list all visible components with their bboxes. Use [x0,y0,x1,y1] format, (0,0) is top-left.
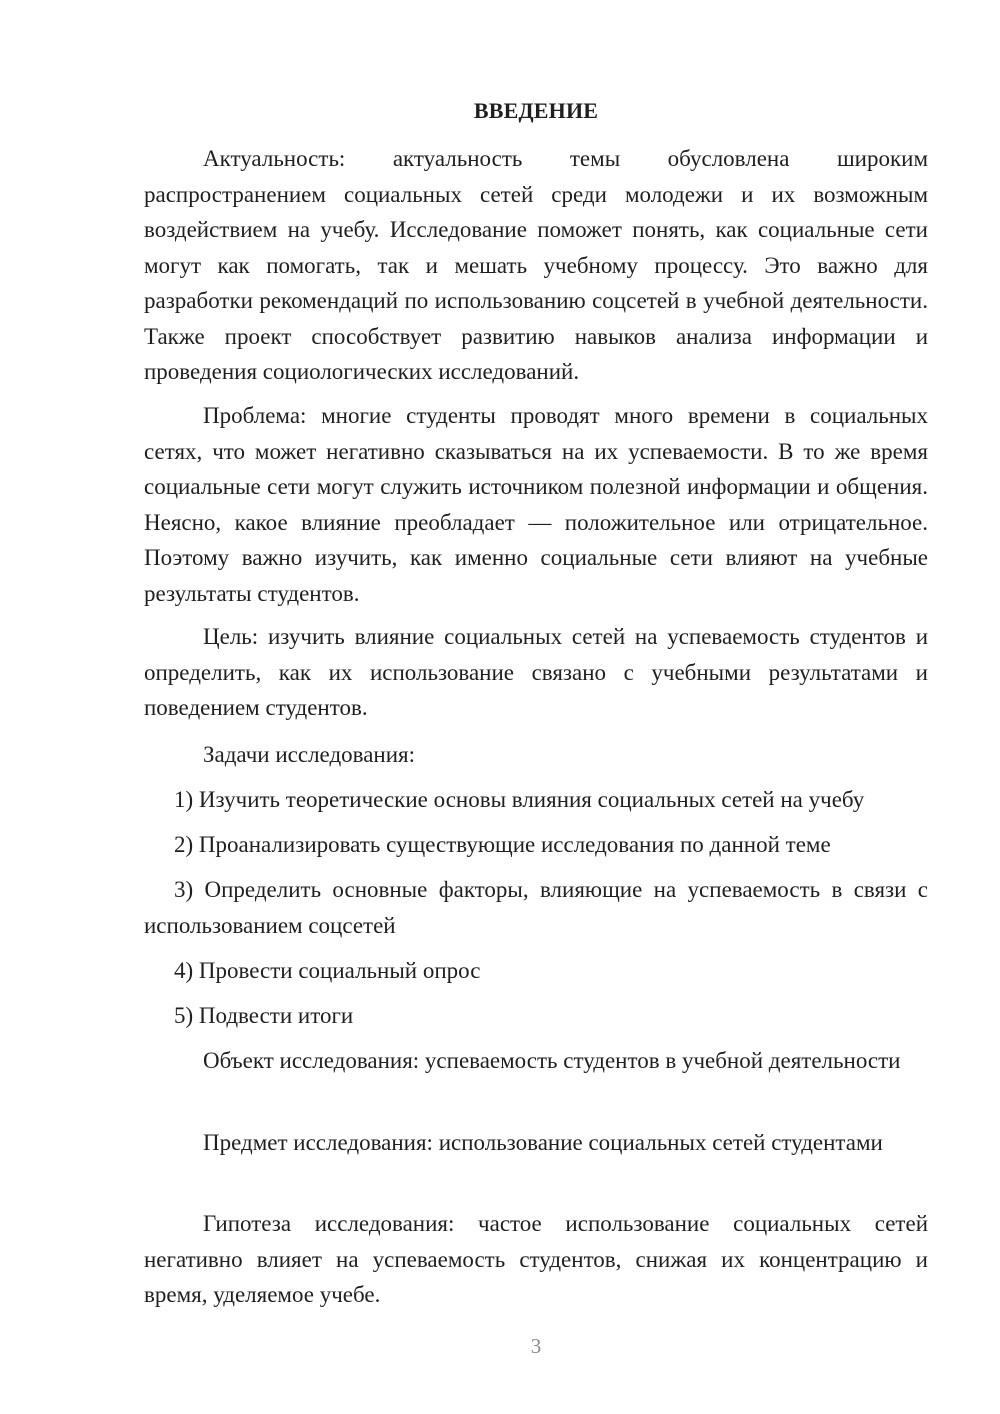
document-page [144,0,928,1414]
tasks-title: Задачи исследования: [203,742,416,767]
task-item-1: 1) Изучить теоретические основы влияния социальных сетей на учебу [174,787,865,812]
page-title: ВВЕДЕНИЕ [473,98,599,123]
task-item-3: 3) Определить основные факторы, влияющие на успеваемость в связи с использованием соцсетей [144,877,928,938]
relevance-paragraph: Актуальность: актуальность темы обусловлена широким распространением социальных сетей среди молодежи и их возможным воздействием на учебу. Исследование поможет понять, как социальные сети могут как помогать, так и мешать учебному процессу. Это важно для разработки рекомендаций по использованию соцсетей в учебной деятельности. Также проект способствует развитию навыков анализа информации и проведения социологических исследований. [144,146,928,384]
task-item-4: 4) Провести социальный опрос [174,958,481,983]
object-paragraph: Объект исследования: успеваемость студентов в учебной деятельности [203,1048,901,1073]
page-number: 3 [530,1334,542,1358]
hypothesis-paragraph: Гипотеза исследования: частое использование социальных сетей негативно влияет на успеваемость студентов, снижая их концентрацию и время, уделяемое учебе. [144,1211,928,1307]
task-item-2: 2) Проанализировать существующие исследования по данной теме [174,832,831,857]
task-item-5: 5) Подвести итоги [174,1003,354,1028]
subject-paragraph: Предмет исследования: использование социальных сетей студентами [203,1130,883,1155]
problem-paragraph: Проблема: многие студенты проводят много времени в социальных сетях, что может негативно сказываться на их успеваемости. В то же время социальные сети могут служить источником полезной информации и общения. Неясно, какое влияние преобладает — положительное или отрицательное. Поэтому важно изучить, как именно социальные сети влияют на учебные результаты студентов. [144,403,928,606]
goal-paragraph: Цель: изучить влияние социальных сетей на успеваемость студентов и определить, как их использование связано с учебными результатами и поведением студентов. [144,624,928,720]
